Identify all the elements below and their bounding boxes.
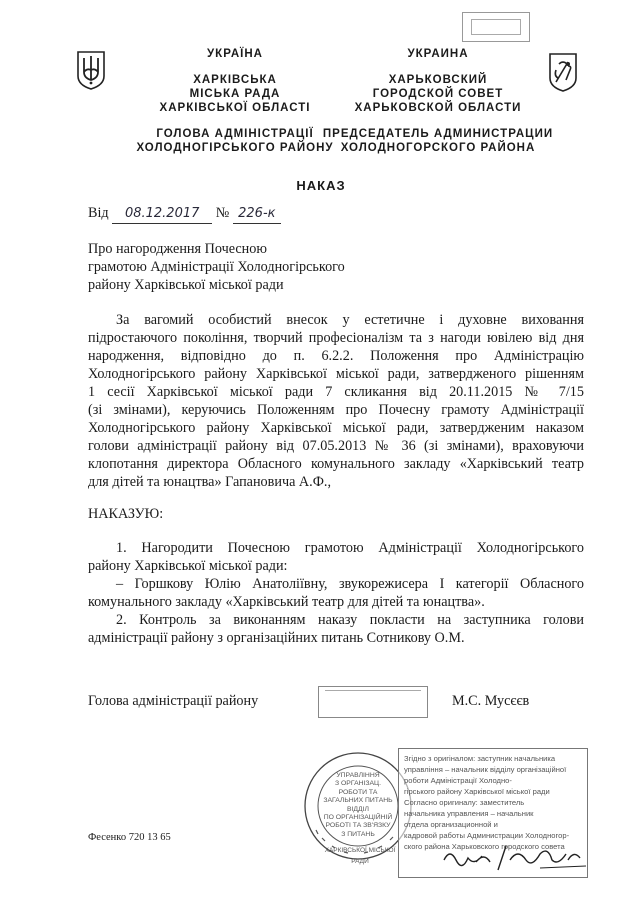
signature-box bbox=[318, 686, 428, 718]
header-left-position-1: ГОЛОВА АДМІНІСТРАЦІЇ bbox=[156, 128, 314, 140]
seal-line-1: УПРАВЛІННЯ bbox=[336, 772, 380, 779]
date-value: 08.12.2017 bbox=[112, 205, 212, 224]
round-seal-text bbox=[322, 772, 394, 839]
date-label: Від bbox=[88, 205, 109, 221]
handwritten-signature-icon bbox=[440, 840, 590, 874]
signature-name: М.С. Мусєєв bbox=[452, 693, 530, 709]
cert-line-8: кадровой работы Администрации Холодногор- bbox=[404, 831, 570, 840]
number-label: № bbox=[215, 205, 230, 221]
preamble-line-8: голови адміністрації району від 07.05.2013 № 36 (зі змінами), враховуючи bbox=[88, 438, 584, 454]
seal-line-2: З ОРГАНІЗАЦ. bbox=[335, 780, 381, 788]
trident-coat-of-arms-icon bbox=[76, 50, 106, 90]
cert-line-3: роботи Адміністрації Холодно- bbox=[404, 776, 512, 785]
subject-line-3: району Харківської міської ради bbox=[88, 277, 284, 293]
header-right-city-3: ХАРЬКОВСКОЙ ОБЛАСТИ bbox=[354, 102, 522, 114]
preamble-line-3: народження, відповідно до п. 6.2.2. Положення про Адміністрацію bbox=[88, 348, 584, 364]
cert-line-9: ского района Харьковского городского совета bbox=[404, 842, 565, 851]
preamble-line-6: (зі змінами), керуючись Положенням про Почесну грамоту Адміністрації bbox=[88, 402, 584, 418]
order-subject bbox=[88, 240, 408, 294]
date-number-line bbox=[88, 204, 348, 224]
header-left-city-1: ХАРКІВСЬКА bbox=[193, 74, 277, 86]
seal-line-7: РОБОТІ ТА ЗВ'ЯЗКУ bbox=[325, 822, 391, 830]
item-1a-line-1: – Горшкову Юлію Анатоліївну, звукорежисера І категорії Обласного bbox=[116, 576, 584, 592]
order-items bbox=[88, 539, 584, 647]
order-word: НАКАЗУЮ: bbox=[88, 506, 164, 522]
item-2-line-1: 2. Контроль за виконанням наказу покласти на заступника голови bbox=[116, 612, 584, 628]
registration-stamp bbox=[462, 12, 530, 42]
executor-contact: Фесенко 720 13 65 bbox=[88, 832, 171, 843]
seal-line-6: ПО ОРГАНІЗАЦІЙНІЙ bbox=[323, 814, 393, 822]
certification-stamp-text bbox=[404, 753, 584, 852]
subject-line-1: Про нагородження Почесною bbox=[88, 241, 267, 257]
preamble-line-4: Холодногірського району Харківської міської ради, затвердженого рішенням bbox=[88, 366, 584, 382]
preamble-line-1: За вагомий особистий внесок у естетичне і духовне виховання bbox=[116, 312, 584, 328]
header-left bbox=[120, 47, 350, 155]
preamble-line-2: підростаючого покоління, творчий професіоналізм та з нагоди ювілею від дня bbox=[88, 330, 584, 346]
round-seal-ring-text: ХАРКІВСЬКОЇ МІСЬКОЇ РАДИ bbox=[324, 847, 396, 865]
item-1a-line-2: комунального закладу «Харківський театр для дітей та юнацтва». bbox=[88, 594, 485, 610]
preamble-line-5: 1 сесії Харківської міської ради 7 скликання від 20.11.2015 № 7/15 bbox=[88, 384, 584, 400]
preamble bbox=[88, 311, 584, 491]
header-left-city-3: ХАРКІВСЬКОЇ ОБЛАСТІ bbox=[159, 102, 311, 114]
signature-box-inner bbox=[325, 690, 421, 691]
number-value: 226-к bbox=[233, 205, 281, 224]
item-1-line-1: 1. Нагородити Почесною грамотою Адміністрації Холодногірського bbox=[116, 540, 584, 556]
header-left-country: УКРАЇНА bbox=[207, 48, 263, 60]
subject-line-2: грамотою Адміністрації Холодногірського bbox=[88, 259, 345, 275]
header-right bbox=[318, 47, 558, 155]
document-type-title: НАКАЗ bbox=[296, 178, 346, 193]
item-2-line-2: адміністрації району з організаційних питань Сотникову О.М. bbox=[88, 630, 465, 646]
header-right-city-1: ХАРЬКОВСКИЙ bbox=[388, 74, 488, 86]
preamble-line-10: для дітей та юнацтва» Гапановича А.Ф., bbox=[88, 474, 332, 490]
cert-line-6: начальника управления – начальник bbox=[404, 809, 534, 818]
cert-line-4: гірського району Харківської міської ради bbox=[404, 787, 550, 796]
header-right-country: УКРАИНА bbox=[407, 48, 469, 60]
seal-line-5: ВІДДІЛ bbox=[347, 805, 369, 813]
registration-stamp-inner bbox=[471, 19, 521, 35]
cert-line-5: Согласно оригиналу: заместитель bbox=[404, 798, 525, 807]
header-left-position-2: ХОЛОДНОГІРСЬКОГО РАЙОНУ bbox=[136, 142, 334, 154]
seal-line-3: РОБОТИ ТА bbox=[338, 788, 378, 796]
preamble-line-7: Холодногірського району Харківської міської ради, затвердженим наказом bbox=[88, 420, 584, 436]
cert-line-2: управління – начальник відділу організаційної bbox=[404, 765, 567, 774]
item-1-line-2: району Харківської міської ради: bbox=[88, 558, 288, 574]
seal-line-4: ЗАГАЛЬНИХ ПИТАНЬ bbox=[323, 797, 393, 805]
header-right-position-1: ПРЕДСЕДАТЕЛЬ АДМИНИСТРАЦИИ bbox=[322, 128, 554, 140]
preamble-line-9: клопотання директора Обласного комунального закладу «Харківський театр bbox=[88, 456, 584, 472]
header-right-city-2: ГОРОДСКОЙ СОВЕТ bbox=[372, 88, 504, 100]
cert-line-7: отдела организационной и bbox=[404, 820, 498, 829]
header-right-position-2: ХОЛОДНОГОРСКОГО РАЙОНА bbox=[340, 142, 536, 154]
seal-line-8: З ПИТАНЬ bbox=[341, 830, 375, 838]
cert-line-1: Згідно з оригіналом: заступник начальника bbox=[404, 754, 556, 763]
signature-title: Голова адміністрації району bbox=[88, 693, 259, 709]
header-left-city-2: МІСЬКА РАДА bbox=[189, 88, 281, 100]
